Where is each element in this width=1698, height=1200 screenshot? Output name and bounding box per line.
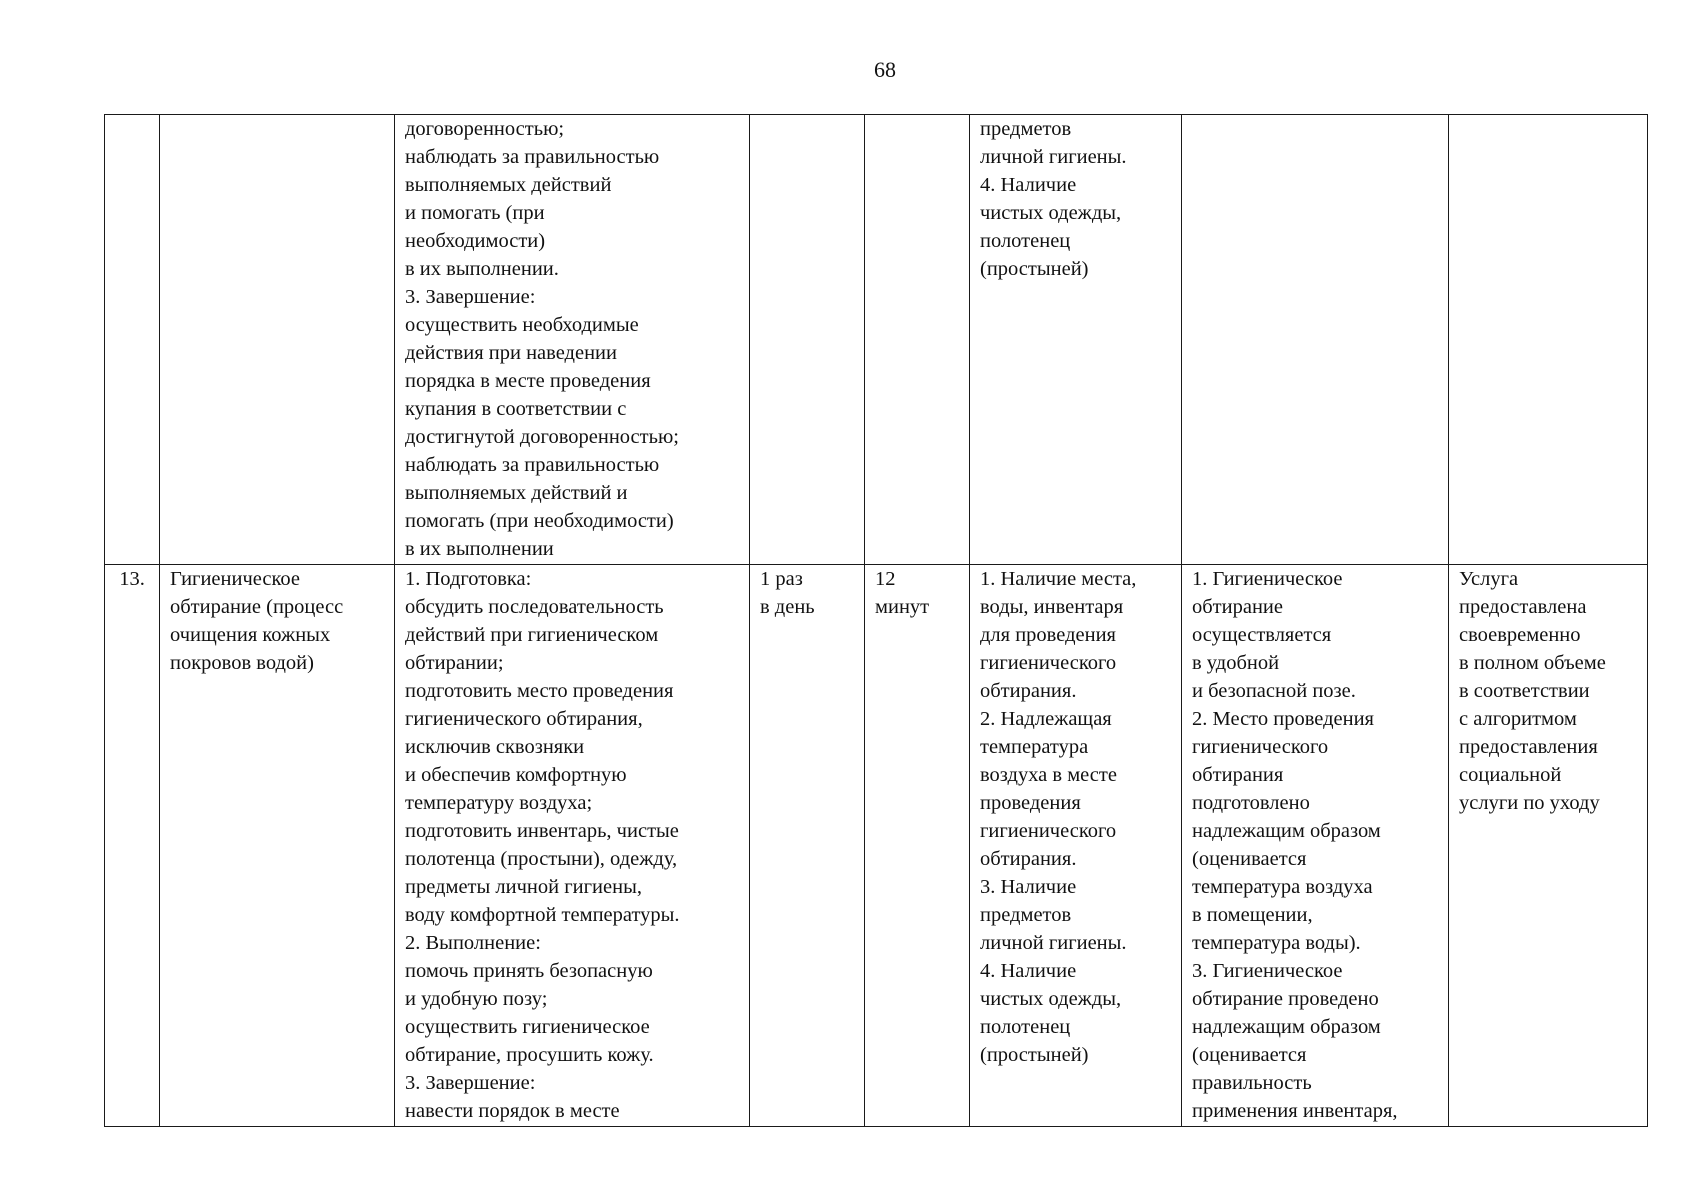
cell-duration: 12 минут [865, 565, 970, 1127]
services-table [104, 114, 1648, 1127]
cell-duration [865, 115, 970, 565]
cell-frequency [750, 115, 865, 565]
cell-number [105, 115, 160, 565]
cell-procedure-steps: договоренностью; наблюдать за правильностью выполняемых действий и помогать (при необходимости) в их выполнении. 3. Завершение: осуществить необходимые действия при наведении порядка в месте проведения купания в соответствии с достигнутой договоренностью; наблюдать за правильностью выполняемых действий и помогать (при необходимости) в их выполнении [395, 115, 750, 565]
page-number: 68 [874, 57, 896, 82]
cell-conditions: 1. Наличие места, воды, инвентаря для проведения гигиенического обтирания. 2. Надлежащая температура воздуха в месте проведения гигиенического обтирания. 3. Наличие предметов личной гигиены. 4. Наличие чистых одежды, полотенец (простыней) [970, 565, 1182, 1127]
cell-procedure-steps: 1. Подготовка: обсудить последовательность действий при гигиеническом обтирании; подготовить место проведения гигиенического обтирания, исключив сквозняки и обеспечив комфортную температуру воздуха; подготовить инвентарь, чистые полотенца (простыни), одежду, предметы личной гигиены, воду комфортной температуры. 2. Выполнение: помочь принять безопасную и удобную позу; осуществить гигиеническое обтирание, просушить кожу. 3. Завершение: навести порядок в месте [395, 565, 750, 1127]
cell-result-evaluation: Услуга предоставлена своевременно в полном объеме в соответствии с алгоритмом предоставления социальной услуги по уходу [1449, 565, 1648, 1127]
table-row [105, 115, 1648, 565]
cell-service-name [160, 115, 395, 565]
cell-number: 13. [105, 565, 160, 1127]
cell-quality-indicators: 1. Гигиеническое обтирание осуществляется в удобной и безопасной позе. 2. Место проведения гигиенического обтирания подготовлено надлежащим образом (оценивается температура воздуха в помещении, температура воды). 3. Гигиеническое обтирание проведено надлежащим образом (оценивается правильность применения инвентаря, [1182, 565, 1449, 1127]
cell-service-name: Гигиеническое обтирание (процесс очищения кожных покровов водой) [160, 565, 395, 1127]
cell-frequency: 1 раз в день [750, 565, 865, 1127]
cell-quality-indicators [1182, 115, 1449, 565]
table-row [105, 565, 1648, 1127]
cell-result-evaluation [1449, 115, 1648, 565]
cell-conditions: предметов личной гигиены. 4. Наличие чистых одежды, полотенец (простыней) [970, 115, 1182, 565]
